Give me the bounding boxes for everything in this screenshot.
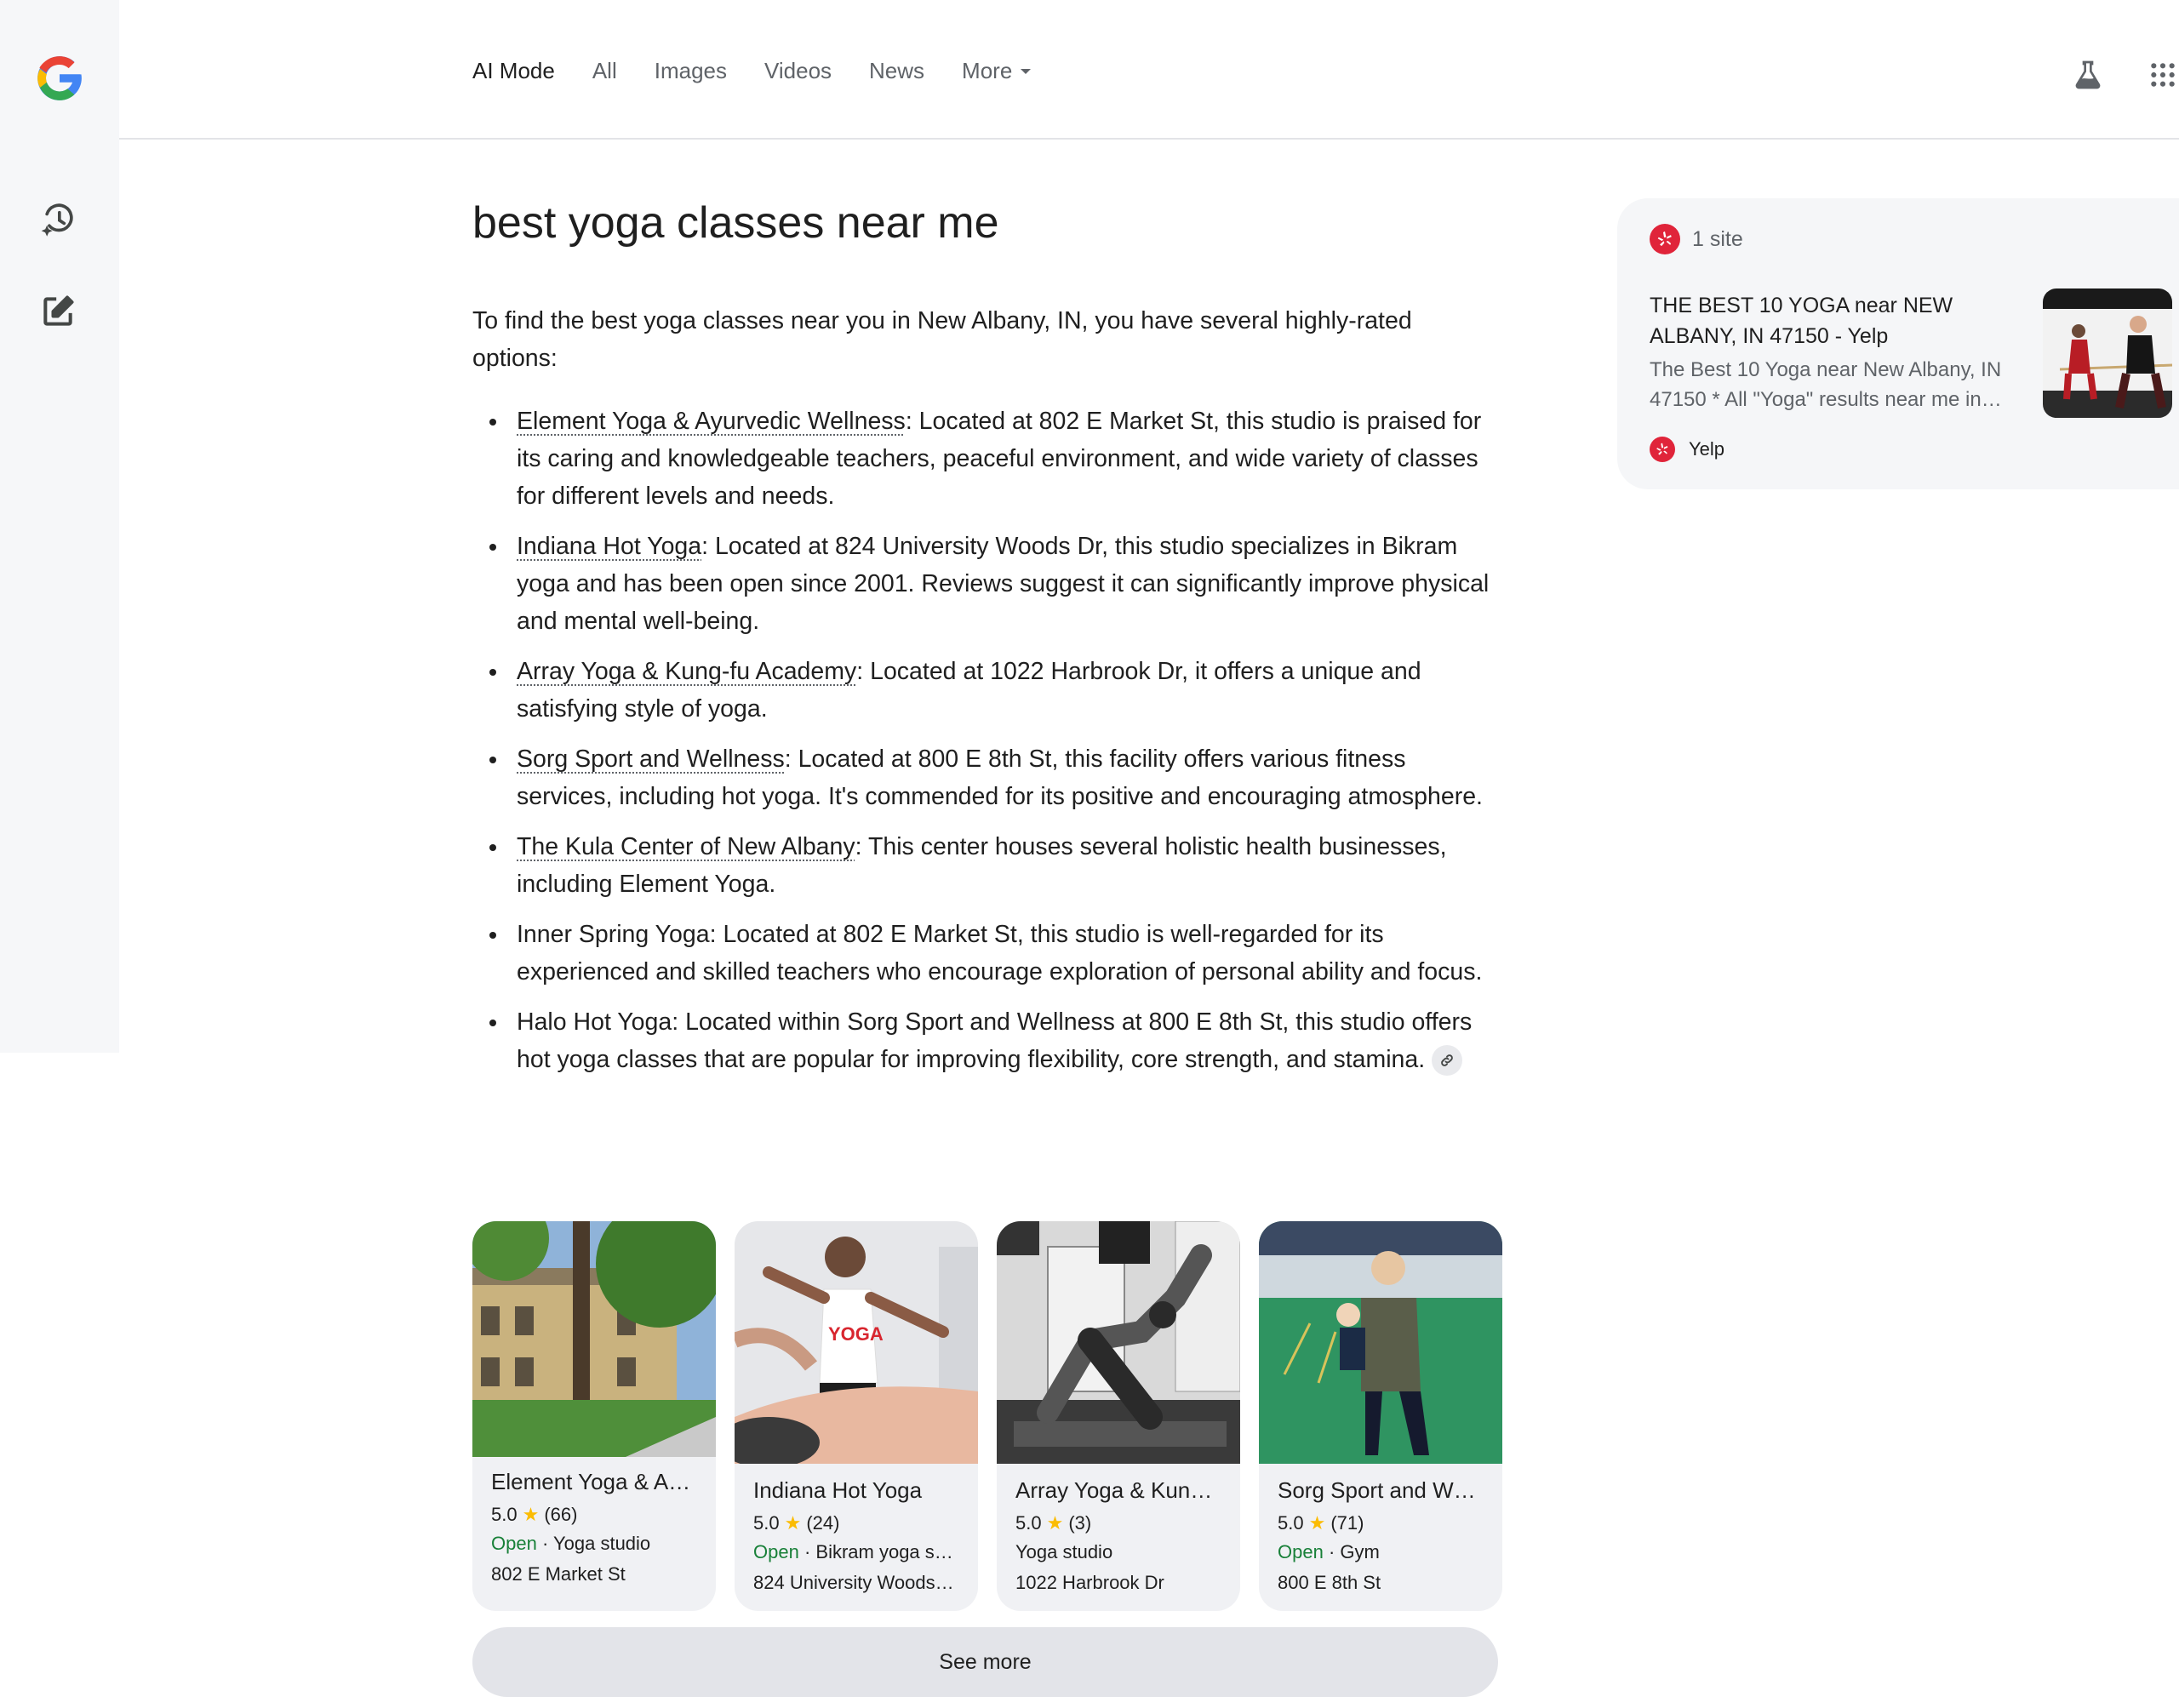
source-title-link[interactable]: THE BEST 10 YOGA near NEW ALBANY, IN 47150 - Yelp	[1650, 294, 1953, 348]
open-status: Open	[753, 1541, 799, 1562]
sources-count: 1 site	[1692, 226, 1743, 251]
entity-link[interactable]: Indiana Hot Yoga	[517, 533, 702, 560]
item-text: : Located at 800 E 8th St, this facility offers various fitness services, including hot yoga. It's commended for its positive and encouraging atmosphere.	[517, 745, 1483, 810]
place-name: Indiana Hot Yoga	[753, 1477, 923, 1503]
google-logo[interactable]	[32, 51, 87, 106]
review-count: (66)	[544, 1504, 578, 1525]
open-status: Open	[491, 1533, 537, 1554]
separator: ·	[536, 1533, 553, 1554]
citation-link-button[interactable]	[1432, 1045, 1462, 1076]
place-name: Sorg Sport and W…	[1278, 1477, 1476, 1503]
tab-news[interactable]	[869, 58, 924, 84]
tab-more[interactable]	[962, 58, 1031, 84]
place-rating	[1278, 1510, 1484, 1537]
source-name: Yelp	[1689, 438, 1725, 460]
star-icon: ★	[784, 1512, 802, 1534]
source-snippet: The Best 10 Yoga near New Albany, IN 47150 * All "Yoga" results near me in…	[1650, 358, 2002, 411]
entity-name: Halo Hot Yoga	[517, 1008, 672, 1036]
tab-ai-mode[interactable]	[472, 58, 555, 84]
review-count: (3)	[1068, 1512, 1092, 1534]
sources-header[interactable]	[1650, 224, 1743, 254]
place-address: 800 E 8th St	[1278, 1572, 1381, 1593]
place-rating	[753, 1510, 959, 1537]
link-icon	[1439, 1042, 1455, 1079]
tab-videos[interactable]	[764, 58, 832, 84]
place-rating	[1015, 1510, 1221, 1537]
place-card[interactable]	[997, 1221, 1240, 1611]
list-item	[472, 528, 1498, 640]
tab-label: Images	[654, 58, 727, 83]
place-photo	[1259, 1221, 1502, 1464]
tab-label: All	[592, 58, 617, 83]
item-text: : Located at 802 E Market St, this studio is well-regarded for its experienced and skilled teachers who encourage exploration of personal ability and focus.	[517, 921, 1483, 985]
caret-down-icon	[1021, 69, 1031, 74]
separator: ·	[1323, 1541, 1341, 1562]
item-text: : This center houses several holistic health businesses, including Element Yoga.	[517, 833, 1447, 898]
place-category: Gym	[1340, 1541, 1380, 1562]
place-meta	[753, 1537, 959, 1568]
edit-icon	[39, 293, 77, 334]
query-title: best yoga classes near me	[472, 198, 999, 248]
place-category: Bikram yoga s…	[815, 1541, 953, 1562]
tab-label: News	[869, 58, 925, 83]
separator: ·	[798, 1541, 816, 1562]
header	[119, 0, 2179, 140]
place-meta	[1278, 1537, 1484, 1568]
place-meta	[1015, 1537, 1221, 1568]
entity-link[interactable]: Array Yoga & Kung-fu Academy	[517, 658, 857, 685]
place-category: Yoga studio	[552, 1533, 651, 1554]
item-text: : Located at 1022 Harbrook Dr, it offers a unique and satisfying style of yoga.	[517, 658, 1421, 723]
tab-label: More	[962, 58, 1013, 83]
place-meta	[491, 1528, 697, 1559]
apps-grid-icon	[2149, 61, 2176, 93]
place-photo	[997, 1221, 1240, 1464]
history-button[interactable]	[34, 197, 82, 244]
svg-text:YOGA: YOGA	[828, 1323, 884, 1345]
list-item	[472, 1003, 1498, 1078]
place-photo	[472, 1221, 716, 1457]
place-carousel	[472, 1221, 1502, 1611]
tab-label: AI Mode	[472, 58, 555, 83]
entity-link[interactable]: The Kula Center of New Albany	[517, 833, 855, 860]
star-icon: ★	[1046, 1512, 1064, 1534]
open-status: Open	[1278, 1541, 1324, 1562]
place-name: Element Yoga & A…	[491, 1469, 691, 1494]
place-card[interactable]	[472, 1221, 716, 1611]
tab-all[interactable]	[592, 58, 617, 84]
item-text: : Located at 802 E Market St, this studio is praised for its caring and knowledgeable teachers, peaceful environment, and wide variety of classes for different levels and needs.	[517, 408, 1482, 510]
apps-button[interactable]	[2142, 56, 2179, 97]
list-item	[472, 403, 1498, 515]
tab-images[interactable]	[655, 58, 727, 84]
star-icon: ★	[522, 1504, 540, 1525]
place-category: Yoga studio	[1015, 1541, 1113, 1562]
place-photo	[735, 1221, 978, 1464]
list-item	[472, 916, 1498, 991]
entity-link[interactable]: Sorg Sport and Wellness	[517, 745, 785, 773]
place-address: 802 E Market St	[491, 1563, 626, 1585]
star-icon: ★	[1308, 1512, 1326, 1534]
sidebar	[0, 0, 119, 1053]
sources-panel	[1617, 198, 2179, 489]
yelp-logo-icon	[1650, 224, 1680, 254]
place-address: 1022 Harbrook Dr	[1015, 1572, 1164, 1593]
rating-value: 5.0	[1015, 1512, 1042, 1534]
labs-button[interactable]	[2067, 56, 2108, 97]
review-count: (24)	[806, 1512, 840, 1534]
place-card[interactable]	[735, 1221, 978, 1611]
place-name: Array Yoga & Kun…	[1015, 1477, 1213, 1503]
rating-value: 5.0	[491, 1504, 518, 1525]
answer-intro: To find the best yoga classes near you in New Albany, IN, you have several highly-rated options:	[472, 307, 1412, 372]
source-thumbnail[interactable]	[2043, 288, 2172, 418]
review-count: (71)	[1330, 1512, 1364, 1534]
see-more-button[interactable]: See more	[472, 1627, 1498, 1697]
list-item	[472, 653, 1498, 728]
labs-flask-icon	[2071, 58, 2105, 96]
item-text: : Located at 824 University Woods Dr, this studio specializes in Bikram yoga and has been open since 2001. Reviews suggest it can significantly improve physical and mental well-being.	[517, 533, 1490, 635]
source-site[interactable]	[1650, 437, 1724, 462]
item-text: : Located within Sorg Sport and Wellness at 800 E 8th St, this studio offers hot yoga classes that are popular for improving flexibility, core strength, and stamina.	[517, 1008, 1473, 1073]
place-rating	[491, 1501, 697, 1528]
place-address: 824 University Woods…	[753, 1572, 954, 1593]
new-chat-button[interactable]	[34, 289, 82, 337]
rating-value: 5.0	[753, 1512, 780, 1534]
yelp-favicon-icon	[1650, 437, 1675, 462]
list-item	[472, 740, 1498, 815]
tab-label: Videos	[764, 58, 832, 83]
entity-name: Inner Spring Yoga	[517, 921, 710, 948]
answer-list	[472, 403, 1498, 1091]
rating-value: 5.0	[1278, 1512, 1304, 1534]
search-tabs	[472, 58, 1068, 84]
place-card[interactable]	[1259, 1221, 1502, 1611]
entity-link[interactable]: Element Yoga & Ayurvedic Wellness	[517, 408, 906, 435]
history-sparkle-icon	[39, 200, 77, 242]
list-item	[472, 828, 1498, 903]
